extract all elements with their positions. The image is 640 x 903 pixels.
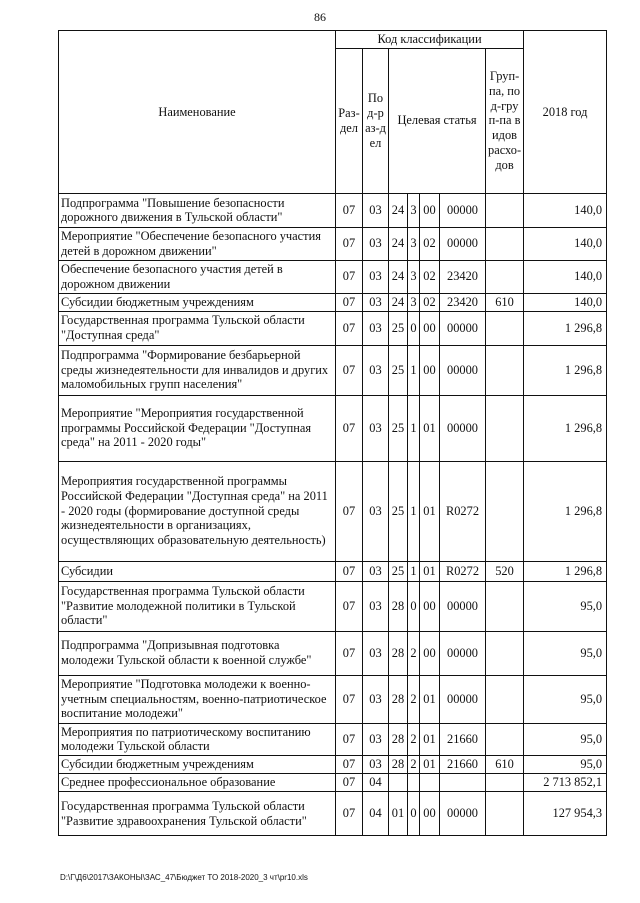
row-name: Мероприятие "Мероприятия государственной программы Российской Федерации "Доступная среда" на 2011 - 2020 годы" — [59, 395, 336, 461]
row-podrazdel: 03 — [363, 756, 389, 774]
table-body — [59, 193, 607, 835]
row-expense-type — [486, 774, 524, 792]
row-podrazdel: 03 — [363, 311, 389, 345]
row-amount: 140,0 — [524, 193, 607, 227]
row-razdel: 07 — [336, 581, 363, 631]
row-name: Государственная программа Тульской области "Доступная среда" — [59, 311, 336, 345]
row-subprogram: 1 — [408, 345, 420, 395]
row-direction — [440, 774, 486, 792]
table-row — [59, 395, 607, 461]
row-program: 28 — [389, 631, 408, 675]
row-event: 00 — [420, 581, 440, 631]
row-podrazdel: 03 — [363, 345, 389, 395]
row-subprogram: 3 — [408, 193, 420, 227]
row-program: 28 — [389, 675, 408, 723]
row-amount: 140,0 — [524, 227, 607, 260]
row-expense-type — [486, 260, 524, 293]
table-row — [59, 311, 607, 345]
row-podrazdel: 03 — [363, 395, 389, 461]
row-podrazdel: 03 — [363, 293, 389, 311]
row-direction: 00000 — [440, 675, 486, 723]
row-direction: R0272 — [440, 461, 486, 561]
row-name: Государственная программа Тульской области "Развитие молодежной политики в Тульской области" — [59, 581, 336, 631]
row-subprogram: 0 — [408, 581, 420, 631]
row-event: 01 — [420, 723, 440, 756]
table-row — [59, 756, 607, 774]
row-program: 25 — [389, 311, 408, 345]
row-name: Субсидии — [59, 561, 336, 581]
row-name: Среднее профессиональное образование — [59, 774, 336, 792]
table-row — [59, 227, 607, 260]
row-direction: 00000 — [440, 581, 486, 631]
row-podrazdel: 03 — [363, 561, 389, 581]
row-razdel: 07 — [336, 631, 363, 675]
row-name: Подпрограмма "Допризывная подготовка молодежи Тульской области к военной службе" — [59, 631, 336, 675]
row-podrazdel: 03 — [363, 227, 389, 260]
row-amount: 1 296,8 — [524, 345, 607, 395]
page-number: 86 — [314, 10, 326, 24]
row-direction: 23420 — [440, 293, 486, 311]
table-row — [59, 723, 607, 756]
row-direction: 21660 — [440, 723, 486, 756]
row-subprogram: 2 — [408, 723, 420, 756]
table-row — [59, 774, 607, 792]
header-target: Целевая статья — [389, 48, 486, 193]
row-subprogram: 1 — [408, 561, 420, 581]
header-year: 2018 год — [524, 31, 607, 194]
row-amount: 95,0 — [524, 581, 607, 631]
row-amount: 95,0 — [524, 723, 607, 756]
table-row — [59, 792, 607, 836]
row-event: 02 — [420, 227, 440, 260]
row-subprogram: 1 — [408, 461, 420, 561]
row-razdel: 07 — [336, 311, 363, 345]
file-path-footer: D:\Г\Д6\2017\ЗАКОНЫ\ЗАС_47\Бюджет ТО 2018-2020_3 чт\pr10.xls — [60, 873, 308, 882]
table-row — [59, 193, 607, 227]
row-program: 24 — [389, 260, 408, 293]
table-row — [59, 293, 607, 311]
row-expense-type — [486, 311, 524, 345]
row-name: Мероприятие "Обеспечение безопасного участия детей в дорожном движении" — [59, 227, 336, 260]
row-podrazdel: 03 — [363, 581, 389, 631]
row-expense-type — [486, 581, 524, 631]
header-group: Груп-па, под-груп-па видов расхо-дов — [486, 48, 524, 193]
row-expense-type — [486, 675, 524, 723]
row-expense-type — [486, 227, 524, 260]
row-podrazdel: 03 — [363, 723, 389, 756]
row-expense-type: 610 — [486, 756, 524, 774]
row-direction: 21660 — [440, 756, 486, 774]
table-row — [59, 675, 607, 723]
row-event: 00 — [420, 792, 440, 836]
row-event: 00 — [420, 311, 440, 345]
row-podrazdel: 03 — [363, 193, 389, 227]
row-direction: R0272 — [440, 561, 486, 581]
row-program: 25 — [389, 561, 408, 581]
row-amount: 127 954,3 — [524, 792, 607, 836]
row-direction: 00000 — [440, 631, 486, 675]
row-program: 25 — [389, 345, 408, 395]
row-podrazdel: 03 — [363, 675, 389, 723]
row-podrazdel: 04 — [363, 774, 389, 792]
row-expense-type — [486, 461, 524, 561]
row-razdel: 07 — [336, 774, 363, 792]
row-program — [389, 774, 408, 792]
row-event: 00 — [420, 631, 440, 675]
row-name: Мероприятия государственной программы Российской Федерации "Доступная среда" на 2011 - 2020 годы (формирование доступной среды жизнедеятельности в организациях, осуществляющих образовательную деятельность) — [59, 461, 336, 561]
row-name: Государственная программа Тульской области "Развитие здравоохранения Тульской области" — [59, 792, 336, 836]
row-expense-type — [486, 631, 524, 675]
row-program: 24 — [389, 293, 408, 311]
header-razdel: Раз-дел — [336, 48, 363, 193]
row-event: 01 — [420, 756, 440, 774]
header-podrazdel: Под-раз-дел — [363, 48, 389, 193]
row-razdel: 07 — [336, 723, 363, 756]
row-expense-type: 610 — [486, 293, 524, 311]
row-razdel: 07 — [336, 193, 363, 227]
row-amount: 1 296,8 — [524, 311, 607, 345]
row-program: 28 — [389, 581, 408, 631]
row-amount: 1 296,8 — [524, 561, 607, 581]
row-name: Обеспечение безопасного участия детей в дорожном движении — [59, 260, 336, 293]
row-name: Мероприятия по патриотическому воспитанию молодежи Тульской области — [59, 723, 336, 756]
row-program: 01 — [389, 792, 408, 836]
row-program: 25 — [389, 395, 408, 461]
row-subprogram: 3 — [408, 260, 420, 293]
row-razdel: 07 — [336, 561, 363, 581]
row-podrazdel: 03 — [363, 260, 389, 293]
row-event: 01 — [420, 561, 440, 581]
row-podrazdel: 03 — [363, 631, 389, 675]
row-event: 01 — [420, 461, 440, 561]
row-event: 02 — [420, 293, 440, 311]
row-expense-type — [486, 723, 524, 756]
row-event: 01 — [420, 395, 440, 461]
row-amount: 2 713 852,1 — [524, 774, 607, 792]
row-amount: 1 296,8 — [524, 461, 607, 561]
header-code-group: Код классификации — [336, 31, 524, 49]
row-razdel: 07 — [336, 792, 363, 836]
row-program: 28 — [389, 756, 408, 774]
row-event: 01 — [420, 675, 440, 723]
row-subprogram: 3 — [408, 227, 420, 260]
row-podrazdel: 04 — [363, 792, 389, 836]
row-program: 28 — [389, 723, 408, 756]
row-expense-type — [486, 395, 524, 461]
table-row — [59, 345, 607, 395]
table-row — [59, 561, 607, 581]
row-expense-type — [486, 345, 524, 395]
row-name: Подпрограмма "Повышение безопасности дорожного движения в Тульской области" — [59, 193, 336, 227]
row-amount: 140,0 — [524, 293, 607, 311]
row-amount: 95,0 — [524, 756, 607, 774]
row-razdel: 07 — [336, 756, 363, 774]
row-razdel: 07 — [336, 461, 363, 561]
row-event — [420, 774, 440, 792]
row-program: 24 — [389, 227, 408, 260]
row-name: Субсидии бюджетным учреждениям — [59, 293, 336, 311]
row-subprogram: 2 — [408, 675, 420, 723]
row-subprogram: 3 — [408, 293, 420, 311]
row-name: Мероприятие "Подготовка молодежи к военно-учетным специальностям, военно-патриотическое воспитание молодежи" — [59, 675, 336, 723]
row-name: Субсидии бюджетным учреждениям — [59, 756, 336, 774]
row-event: 00 — [420, 345, 440, 395]
row-razdel: 07 — [336, 345, 363, 395]
budget-table — [58, 30, 607, 836]
row-subprogram: 0 — [408, 311, 420, 345]
header-name: Наименование — [59, 31, 336, 194]
row-razdel: 07 — [336, 227, 363, 260]
table-row — [59, 461, 607, 561]
row-program: 25 — [389, 461, 408, 561]
row-name: Подпрограмма "Формирование безбарьерной среды жизнедеятельности для инвалидов и других маломобильных групп населения" — [59, 345, 336, 395]
row-amount: 95,0 — [524, 675, 607, 723]
row-razdel: 07 — [336, 395, 363, 461]
row-event: 02 — [420, 260, 440, 293]
row-expense-type: 520 — [486, 561, 524, 581]
row-subprogram: 2 — [408, 631, 420, 675]
row-podrazdel: 03 — [363, 461, 389, 561]
row-subprogram — [408, 774, 420, 792]
row-direction: 00000 — [440, 395, 486, 461]
row-program: 24 — [389, 193, 408, 227]
row-event: 00 — [420, 193, 440, 227]
row-direction: 00000 — [440, 193, 486, 227]
table-row — [59, 631, 607, 675]
row-expense-type — [486, 193, 524, 227]
row-subprogram: 0 — [408, 792, 420, 836]
row-razdel: 07 — [336, 293, 363, 311]
row-direction: 00000 — [440, 227, 486, 260]
row-subprogram: 2 — [408, 756, 420, 774]
row-razdel: 07 — [336, 260, 363, 293]
row-direction: 23420 — [440, 260, 486, 293]
row-direction: 00000 — [440, 792, 486, 836]
table-row — [59, 260, 607, 293]
row-direction: 00000 — [440, 345, 486, 395]
row-razdel: 07 — [336, 675, 363, 723]
row-amount: 140,0 — [524, 260, 607, 293]
row-expense-type — [486, 792, 524, 836]
table-row — [59, 581, 607, 631]
row-subprogram: 1 — [408, 395, 420, 461]
row-direction: 00000 — [440, 311, 486, 345]
row-amount: 1 296,8 — [524, 395, 607, 461]
row-amount: 95,0 — [524, 631, 607, 675]
